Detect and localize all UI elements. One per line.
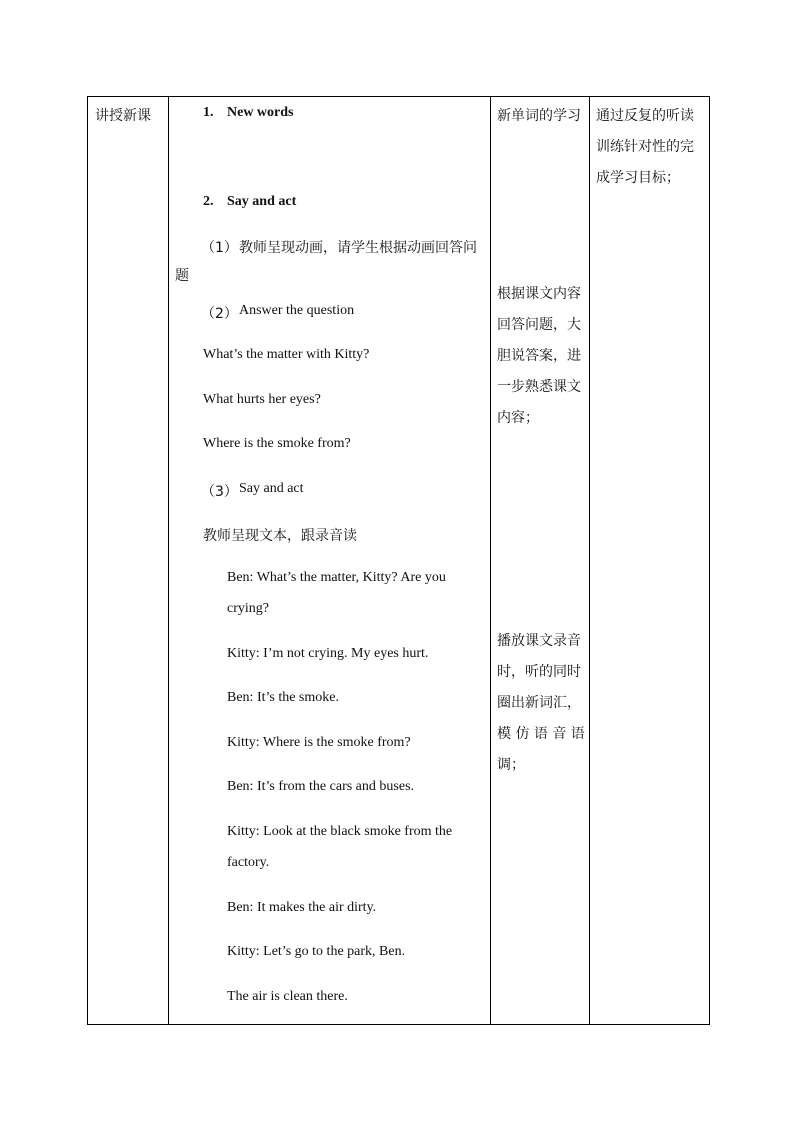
activity-answer-line: 内容；	[497, 410, 539, 426]
student-activity-cell	[491, 97, 590, 1025]
question-3: Where is the smoke from?	[203, 436, 351, 451]
activity-listen-line: 模 仿 语 音 语	[497, 726, 585, 742]
dialogue-line: Ben: It’s from the cars and buses.	[227, 779, 415, 794]
dialogue-line: factory.	[227, 855, 270, 870]
dialogue-line: Kitty: Look at the black smoke from the	[227, 824, 453, 839]
step2-text: Answer the question	[239, 303, 355, 318]
section-label: 讲授新课	[95, 108, 151, 124]
step1-text-line2: 题	[175, 268, 189, 284]
dialogue-line: Kitty: I’m not crying. My eyes hurt.	[227, 646, 429, 661]
activity-listen-line: 播放课文录音	[497, 633, 581, 649]
item2-title: Say and act	[227, 194, 297, 209]
design-intent-cell	[590, 97, 710, 1025]
activity-listen-line: 时，听的同时	[497, 664, 581, 680]
activity-answer-line: 一步熟悉课文	[497, 379, 581, 395]
table-row	[88, 97, 710, 1025]
dialogue-line: Ben: It’s the smoke.	[227, 690, 339, 705]
intent-line: 训练针对性的完	[596, 139, 694, 155]
item2-number: 2.	[203, 194, 214, 209]
dialogue-line: Kitty: Let’s go to the park, Ben.	[227, 944, 406, 959]
activity-answer-line: 回答问题，大	[497, 317, 581, 333]
step3-prefix: （3）	[201, 484, 238, 500]
step3-text: Say and act	[239, 481, 304, 496]
dialogue-line: crying?	[227, 601, 269, 616]
content-cell	[169, 97, 491, 1025]
section-cell	[88, 97, 169, 1025]
item1-number: 1.	[203, 105, 214, 120]
activity-listen-line: 调；	[497, 757, 525, 773]
intent-line: 成学习目标；	[596, 170, 680, 186]
dialogue-line: Ben: It makes the air dirty.	[227, 900, 377, 915]
dialogue-line: Kitty: Where is the smoke from?	[227, 735, 411, 750]
step3-note: 教师呈现文本，跟录音读	[203, 528, 357, 544]
lesson-plan-table	[87, 96, 710, 1025]
step1-text-line1: 教师呈现动画，请学生根据动画回答问	[239, 240, 477, 256]
dialogue-line: Ben: What’s the matter, Kitty? Are you	[227, 570, 446, 585]
item1-title: New words	[227, 105, 294, 120]
activity-answer-line: 胆说答案，进	[497, 348, 581, 364]
question-2: What hurts her eyes?	[203, 392, 321, 407]
step1-prefix: （1）	[201, 240, 238, 256]
step2-prefix: （2）	[201, 306, 238, 322]
activity-new-words: 新单词的学习	[497, 108, 581, 124]
intent-line: 通过反复的听读	[596, 108, 694, 124]
activity-answer-line: 根据课文内容	[497, 286, 581, 302]
dialogue-line: The air is clean there.	[227, 989, 348, 1004]
activity-listen-line: 圈出新词汇，	[497, 695, 581, 711]
question-1: What’s the matter with Kitty?	[203, 347, 370, 362]
